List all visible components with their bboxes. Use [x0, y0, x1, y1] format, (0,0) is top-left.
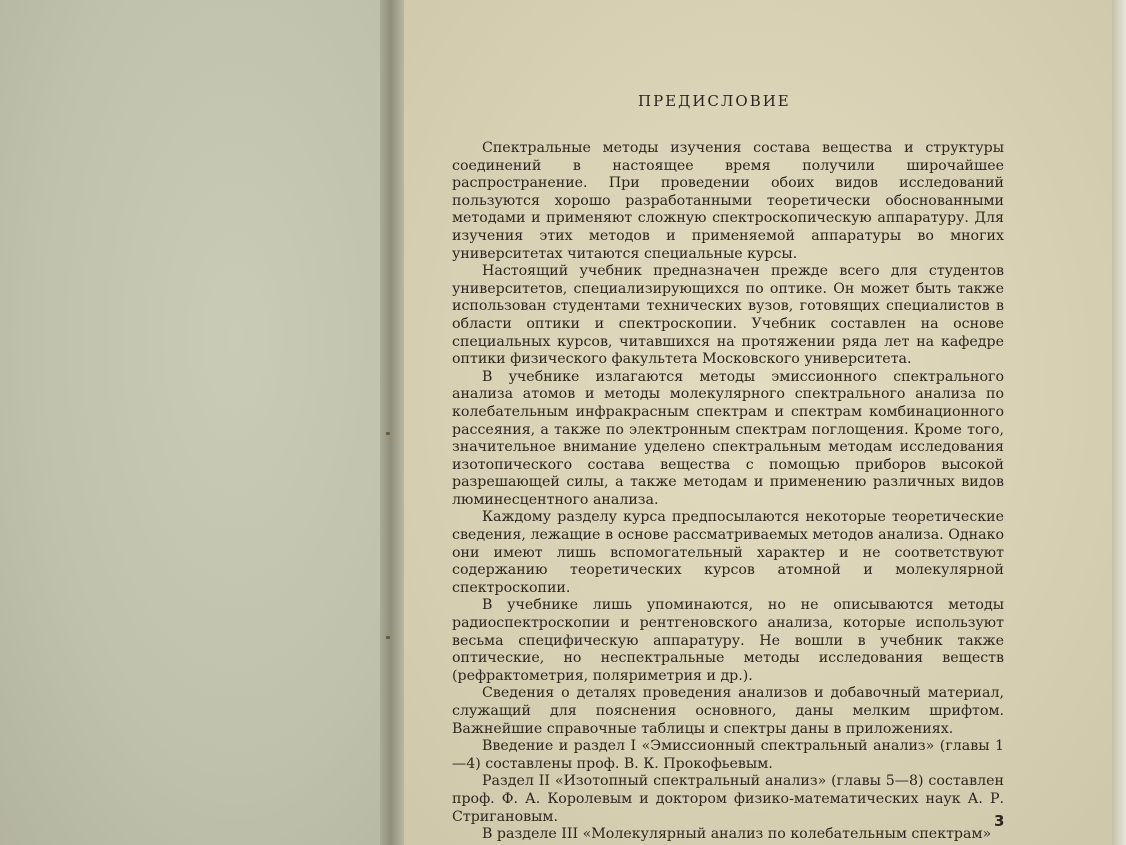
- page-title: ПРЕДИСЛОВИЕ: [638, 92, 791, 110]
- paragraph: Раздел II «Изотопный спектральный анализ» (главы 5—8) составлен проф. Ф. А. Королевым и доктором физико-математических наук А. Р. Стригановым.: [452, 773, 1004, 825]
- body-text: [452, 140, 1004, 844]
- paragraph: В учебнике лишь упоминаются, но не описываются методы радиоспектроскопии и рентгеновского анализа, которые используют весьма специфическую аппаратуру. Не вошли в учебник также оптические, но неспектральные методы исследования веществ (рефрактометрия, поляриметрия и др.).: [452, 597, 1004, 684]
- paragraph: Введение и раздел I «Эмиссионный спектральный анализ» (главы 1—4) составлены проф. В. К. Прокофьевым.: [452, 738, 1004, 772]
- page-number: 3: [994, 812, 1005, 830]
- paragraph: Спектральные методы изучения состава вещества и структуры соединений в настоящее время получили широчайшее распространение. При проведении обоих видов исследований пользуются хорошо разработанными теоретически обоснованными методами и применяют сложную спектроскопическую аппаратуру. Для изучения этих методов и применяемой аппаратуры во многих университетах читаются специальные курсы.: [452, 140, 1004, 262]
- book-gutter: [380, 0, 404, 845]
- page-edge: [1112, 0, 1126, 845]
- binding-stitch: [386, 432, 390, 435]
- paragraph: В учебнике излагаются методы эмиссионного спектрального анализа атомов и методы молекулярного спектрального анализа по колебательным инфракрасным спектрам и спектрам комбинационного рассеяния, а также по электронным спектрам поглощения. Кроме того, значительное внимание уделено спектральным методам исследования изотопического состава вещества с помощью приборов высокой разрешающей силы, а также методам и применению различных видов люминесцентного анализа.: [452, 368, 1004, 508]
- paragraph: Сведения о деталях проведения анализов и добавочный материал, служащий для пояснения основного, даны мелким шрифтом. Важнейшие справочные таблицы и спектры даны в приложениях.: [452, 685, 1004, 737]
- left-page-blank: [0, 0, 392, 845]
- binding-stitch: [386, 636, 390, 639]
- paragraph: В разделе III «Молекулярный анализ по колебательным спектрам»: [482, 826, 992, 843]
- paragraph: Настоящий учебник предназначен прежде всего для студентов университетов, специализирующихся по оптике. Он может быть также использован студентами технических вузов, готовящих специалистов в области оптики и спектроскопии. Учебник составлен на основе специальных курсов, читавшихся на протяжении ряда лет на кафедре оптики физического факультета Московского университета.: [452, 263, 1004, 368]
- paragraph: Каждому разделу курса предпосылаются некоторые теоретические сведения, лежащие в основе рассматриваемых методов анализа. Однако они имеют лишь вспомогательный характер и не соответствуют содержанию теоретических курсов атомной и молекулярной спектроскопии.: [452, 509, 1004, 596]
